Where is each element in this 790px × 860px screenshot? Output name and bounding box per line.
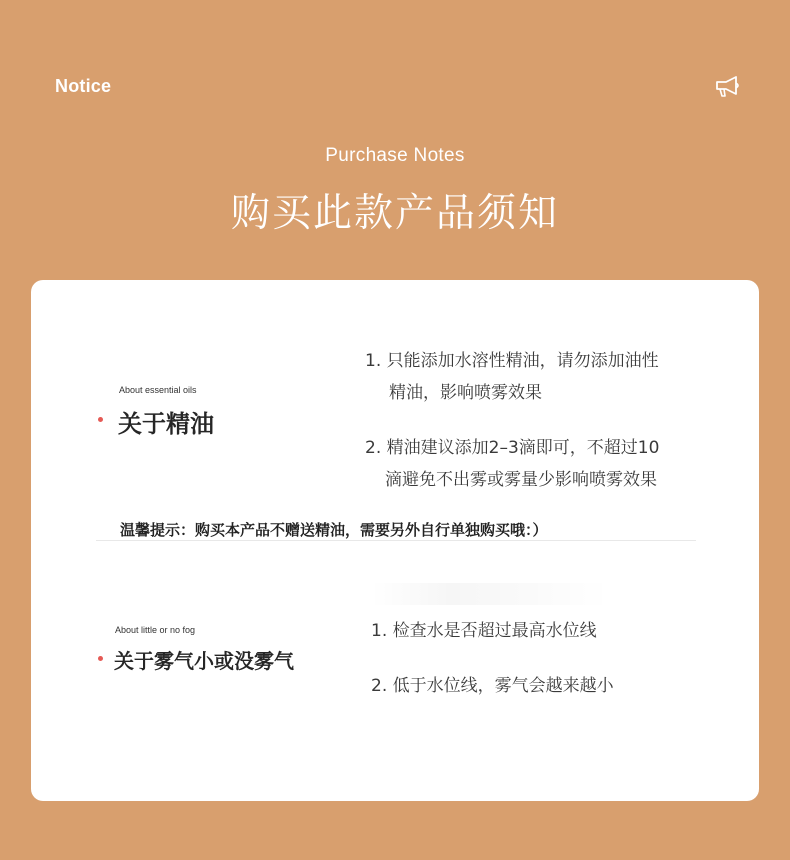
section-title-essential-oils: 关于精油 <box>118 410 214 438</box>
bullet-dot <box>98 656 103 661</box>
note-item: 1. 只能添加水溶性精油，请勿添加油性 <box>365 351 659 371</box>
note-item: 1. 检查水是否超过最高水位线 <box>371 621 597 641</box>
section-subtitle-fog: About little or no fog <box>115 625 196 635</box>
decorative-shade <box>370 583 610 605</box>
megaphone-icon <box>714 75 742 99</box>
section-subtitle-essential-oils: About essential oils <box>119 385 197 395</box>
note-item: 精油，影响喷雾效果 <box>389 383 542 403</box>
note-item: 滴避免不出雾或雾量少影响喷雾效果 <box>385 470 657 490</box>
note-item: 2. 精油建议添加2–3滴即可，不超过10 <box>365 438 660 458</box>
bullet-dot <box>98 417 103 422</box>
note-item: 2. 低于水位线，雾气会越来越小 <box>371 676 614 696</box>
tip-text: 温馨提示：购买本产品不赠送精油，需要另外自行单独购买哦：） <box>120 521 548 539</box>
section-title-fog: 关于雾气小或没雾气 <box>114 649 294 673</box>
page-title: 购买此款产品须知 <box>230 191 559 236</box>
page-subtitle: Purchase Notes <box>325 145 465 166</box>
notice-label: Notice <box>55 76 112 96</box>
divider <box>96 540 696 541</box>
